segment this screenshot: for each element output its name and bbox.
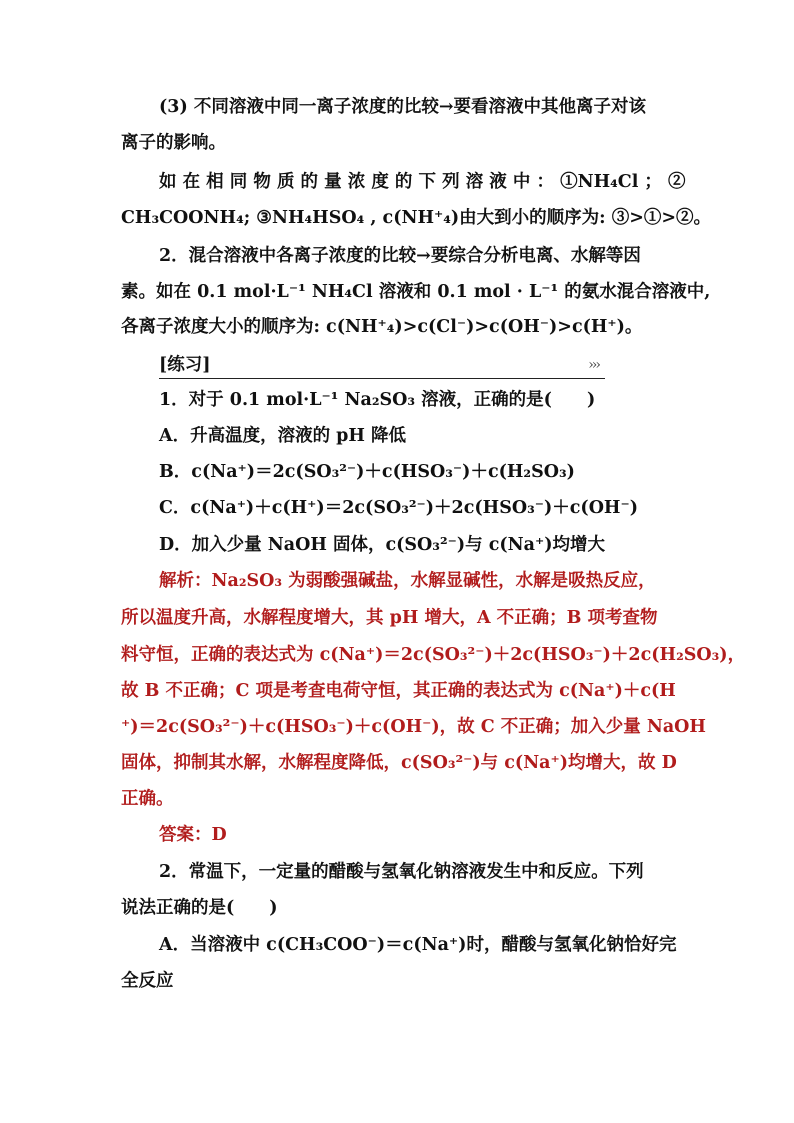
paragraph-line: 离子的影响。 <box>121 133 226 153</box>
analysis-line: 正确。 <box>121 789 174 809</box>
answer-text: 答案：D <box>159 825 227 845</box>
question-1-option-a: A．升高温度，溶液的 pH 降低 <box>159 426 407 446</box>
paragraph-line: CH₃COONH₄; ③NH₄HSO₄ , c(NH⁺₄)由大到小的顺序为: ③>①>②。 <box>121 208 712 228</box>
analysis-line <box>159 563 681 599</box>
answer-line <box>159 817 681 853</box>
analysis-text: ：Na₂SO₃ 为弱酸强碱盐，水解显碱性，水解是吸热反应， <box>194 571 656 591</box>
question-2-option-a-line: 全反应 <box>121 971 174 991</box>
paragraph-line: 素。如在 0.1 mol·L⁻¹ NH₄Cl 溶液和 0.1 mol · L⁻¹ 的氨水混合溶液中, <box>121 282 711 302</box>
paragraph-line: (3) 不同溶液中同一离子浓度的比较→要看溶液中其他离子对该 <box>159 97 646 117</box>
chevron-right-icon: ››› <box>588 357 599 373</box>
question-2-stem-line: 2．常温下，一定量的醋酸与氢氧化钠溶液发生中和反应。下列 <box>159 862 644 882</box>
paragraph-line: 如 在 相 同 物 质 的 量 浓 度 的 下 列 溶 液 中 ： ①NH₄Cl ； ② <box>159 172 686 192</box>
analysis-line: 固体，抑制其水解，水解程度降低，c(SO₃²⁻)与 c(Na⁺)均增大，故 D <box>121 753 677 773</box>
question-1-option-c: C．c(Na⁺)＋c(H⁺)＝2c(SO₃²⁻)＋2c(HSO₃⁻)＋c(OH⁻) <box>159 498 638 518</box>
analysis-line: 故 B 不正确；C 项是考查电荷守恒，其正确的表达式为 c(Na⁺)＋c(H <box>121 681 676 701</box>
analysis-line: ⁺)＝2c(SO₃²⁻)＋c(HSO₃⁻)＋c(OH⁻)，故 C 不正确；加入少量 NaOH <box>121 717 706 737</box>
question-1-stem: 1．对于 0.1 mol·L⁻¹ Na₂SO₃ 溶液，正确的是( ) <box>159 390 596 410</box>
question-1-option-d: D．加入少量 NaOH 固体，c(SO₃²⁻)与 c(Na⁺)均增大 <box>159 535 606 555</box>
paragraph-line: 2．混合溶液中各离子浓度的比较→要综合分析电离、水解等因 <box>159 246 641 266</box>
analysis-line: 料守恒，正确的表达式为 c(Na⁺)＝2c(SO₃²⁻)＋2c(HSO₃⁻)＋2c(H₂SO₃)， <box>121 645 746 665</box>
practice-label: [练习] <box>159 355 211 375</box>
practice-header <box>159 352 605 379</box>
analysis-line: 所以温度升高，水解程度增大，其 pH 增大，A 不正确；B 项考查物 <box>121 608 658 628</box>
question-2-stem-line: 说法正确的是( ) <box>121 898 278 918</box>
analysis-label: 解析 <box>159 571 194 591</box>
question-1-option-b: B．c(Na⁺)＝2c(SO₃²⁻)＋c(HSO₃⁻)＋c(H₂SO₃) <box>159 462 575 482</box>
question-2-option-a-line: A．当溶液中 c(CH₃COO⁻)＝c(Na⁺)时，醋酸与氢氧化钠恰好完 <box>159 935 677 955</box>
paragraph-line: 各离子浓度大小的顺序为: c(NH⁺₄)>c(Cl⁻)>c(OH⁻)>c(H⁺)。 <box>121 317 643 337</box>
